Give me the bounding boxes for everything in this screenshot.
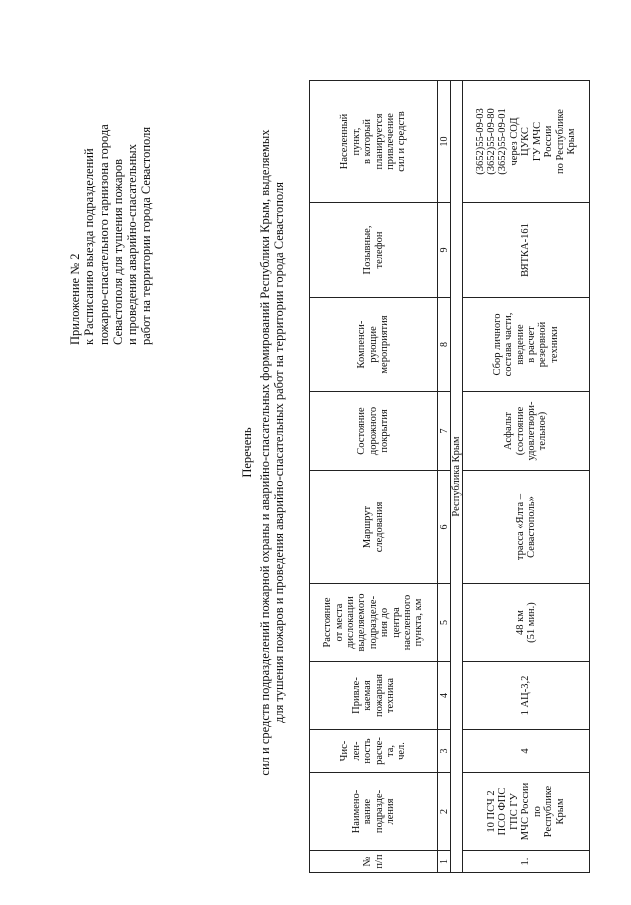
region-row (451, 81, 463, 873)
column-number-row (438, 81, 451, 873)
cell-text-line: 1. (520, 857, 532, 866)
cell-text-line: (51 мин.) (526, 602, 537, 643)
header-text-line: подразделе- (367, 595, 379, 650)
column-number: 5 (438, 584, 451, 662)
column-number: 2 (438, 773, 451, 851)
header-text-line: пункт, (350, 127, 362, 156)
header-text-line: мероприятия (379, 315, 391, 374)
header-text-line: в который (362, 119, 374, 164)
appendix-line: Приложение № 2 (68, 253, 82, 345)
header-text-line: Наимено- (350, 789, 362, 834)
header-text-line: ния до (379, 607, 391, 638)
header-text-line: привлечение (384, 113, 396, 170)
header-text-line: рующие (367, 326, 379, 363)
header-text-line: планируется (373, 113, 385, 170)
cell-text-line: 10 ПСЧ 2 (486, 790, 498, 833)
header-text-line: Расстояние (322, 597, 334, 648)
header-text-line: ления (384, 798, 396, 825)
cell-text-line: тельное) (537, 411, 549, 451)
cell-text-line: России (543, 125, 555, 158)
cell-text-line: трасса «Ялта – (514, 493, 526, 561)
cell-text-line: введение (514, 324, 526, 365)
header-text-line: населенного (402, 594, 414, 651)
cell-text-line: Крым (554, 798, 566, 825)
header-text-line: от места (333, 603, 345, 642)
header-text-line: та, (384, 745, 396, 758)
cell-text-line: (3652)55-09-01 (497, 108, 509, 175)
header-text-line: центра (390, 607, 402, 638)
header-text-line: Привле- (350, 677, 362, 714)
header-row (310, 81, 438, 873)
header-text-line: выделяемого (356, 593, 368, 652)
table-cell (463, 851, 590, 873)
column-number: 7 (438, 392, 451, 471)
region-label: Республика Крым (451, 81, 463, 873)
appendix-note (68, 25, 154, 345)
table-cell (463, 203, 590, 298)
cell-text-line: ПСО ФПС (497, 787, 509, 836)
header-text-line: каемая (362, 680, 374, 711)
appendix-line: работ на территории города Севастополя (139, 126, 154, 345)
column-header-6 (310, 471, 438, 584)
table-cell (463, 471, 590, 584)
table-cell (463, 81, 590, 203)
document-title: Перечень (240, 427, 254, 478)
cell-text-line: (3652)55-09-03 (474, 108, 486, 175)
header-text-line: Состояние (356, 407, 368, 455)
cell-text-line: в расчет (526, 326, 537, 363)
column-number: 1 (438, 851, 451, 873)
header-text-line: следования (373, 501, 385, 553)
header-text-line: Компенси- (356, 320, 368, 369)
column-header-5 (310, 584, 438, 662)
column-number: 4 (438, 662, 451, 730)
table-cell (463, 584, 590, 662)
cell-text-line: ВЯТКА-161 (520, 223, 532, 277)
cell-text-line: Севастополь» (526, 496, 537, 558)
table-cell (463, 392, 590, 471)
table-cell (463, 298, 590, 392)
cell-text-line: (состояние (514, 406, 526, 456)
column-number: 9 (438, 203, 451, 298)
header-text-line: лен- (350, 741, 362, 761)
header-text-line: Позывные, (362, 225, 374, 275)
header-text-line: вание (362, 798, 374, 825)
table-cell (463, 730, 590, 773)
document-subtitle-line-2: для тушения пожаров и проведения аварийно-спасательных работ на территории города Севастополя (272, 182, 286, 723)
table-row (463, 81, 590, 873)
cell-text-line: 1 АЦ-3,2 (520, 675, 532, 716)
cell-text-line: по (531, 806, 543, 817)
column-number: 3 (438, 730, 451, 773)
appendix-line: Севастополя для тушения пожаров (110, 159, 125, 345)
header-text-line: ность (362, 738, 374, 764)
column-header-8 (310, 298, 438, 392)
column-header-4 (310, 662, 438, 730)
appendix-line: пожарно-спасательного гарнизона города (96, 124, 111, 345)
column-header-3 (310, 730, 438, 773)
column-header-2 (310, 773, 438, 851)
appendix-line: и проведения аварийно-спасательных (125, 144, 140, 345)
cell-text-line: 4 (520, 748, 532, 754)
header-text-line: № (362, 856, 374, 867)
cell-text-line: Республике (543, 785, 555, 838)
header-text-line: Маршрут (362, 505, 374, 549)
cell-text-line: резервной (537, 321, 549, 368)
cell-text-line: состава части, (503, 312, 515, 377)
header-text-line: п/п (373, 854, 385, 869)
cell-text-line: ЦУКС (520, 127, 532, 156)
header-text-line: пункта, км (413, 598, 425, 647)
header-text-line: пожарная (373, 674, 385, 717)
column-number: 10 (438, 81, 451, 203)
header-text-line: Населенный (339, 113, 351, 170)
cell-text-line: Сбор личного (491, 313, 503, 376)
header-text-line: покрытия (379, 409, 391, 453)
column-header-1 (310, 851, 438, 873)
header-text-line: Чис- (339, 740, 351, 762)
cell-text-line: МЧС России (520, 782, 532, 841)
forces-table (309, 80, 590, 873)
header-text-line: подразде- (373, 789, 385, 834)
cell-text-line: техники (548, 326, 560, 363)
header-text-line: техника (384, 677, 396, 714)
document-subtitle-line-1: сил и средств подразделений пожарной охраны и аварийно-спасательных формирований Республики Крым, выделяемых (258, 129, 272, 776)
cell-text-line: удовлетвори- (526, 401, 537, 461)
cell-text-line: Асфальт (503, 412, 515, 450)
column-number: 6 (438, 471, 451, 584)
column-header-7 (310, 392, 438, 471)
cell-text-line: Крым (565, 128, 577, 155)
cell-text-line: 48 км (514, 610, 526, 635)
column-header-10 (310, 81, 438, 203)
table-cell (463, 773, 590, 851)
cell-text-line: ГУ МЧС (531, 121, 543, 162)
cell-text-line: по Республике (554, 109, 566, 174)
column-number: 8 (438, 298, 451, 392)
cell-text-line: (3652)55-09-80 (486, 108, 498, 175)
header-text-line: сил и средств (396, 111, 408, 172)
header-text-line: телефон (373, 231, 385, 269)
table-cell (463, 662, 590, 730)
cell-text-line: через СОД (508, 117, 520, 166)
header-text-line: дорожного (367, 406, 379, 456)
appendix-line: к Расписанию выезда подразделений (82, 148, 97, 345)
column-header-9 (310, 203, 438, 298)
header-text-line: расче- (373, 737, 385, 765)
cell-text-line: ГПС ГУ (508, 793, 520, 830)
header-text-line: дислокации (344, 596, 356, 649)
header-text-line: чел. (396, 742, 408, 760)
